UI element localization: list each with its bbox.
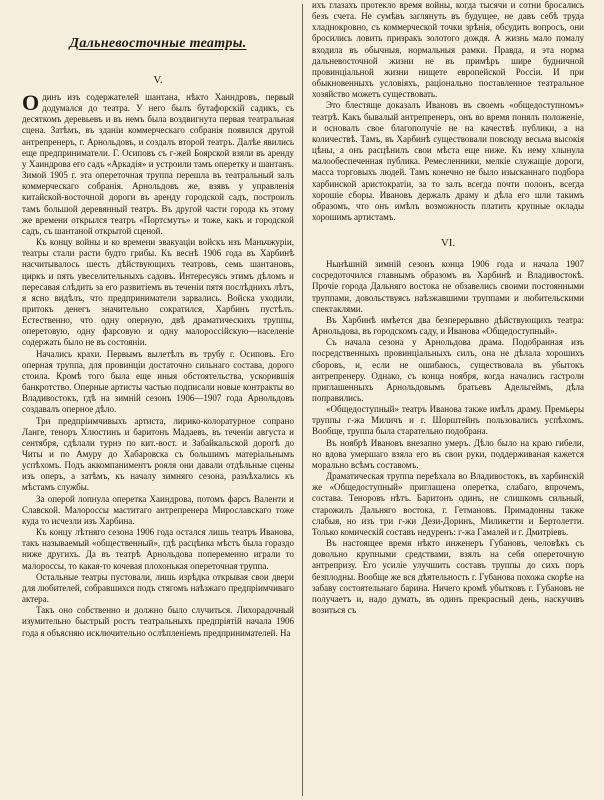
column-divider: [302, 4, 303, 796]
left-paragraph-7: Остальные театры пустовали, лишь изрѣдка открывая свои двери для любителей, собравшихся подъ стягомъ наѣзжаго предпріимчиваго актера.: [22, 571, 294, 605]
right-paragraph-7: Въ ноябрѣ Ивановъ внезапно умеръ. Дѣло было на краю гибели, но вдова умершаго взяла его въ свои руки, поддерживаная кажется морально всѣмъ составомъ.: [312, 437, 584, 470]
section-heading-vi: VI.: [440, 237, 456, 250]
left-paragraph-1: [22, 92, 294, 237]
left-column: [22, 0, 294, 639]
right-column: [312, 0, 584, 616]
right-paragraph-9: Въ настоящее время нѣкто инженеръ Губановъ, человѣкъ съ довольно крупными средствами, взялъ на себя опереточную антрепризу. Его усиліе улучшить составъ труппы до сихъ поръ безплодны. Вообще же вся дѣятельность г. Губанова похожа скорѣе на забаву состоятельнаго барина. Ничего кромѣ убытковъ г. Губановъ не получаетъ и, надо думать, въ одинъ прекрасный день, наскучивъ возиться съ: [312, 538, 584, 615]
left-paragraph-5: За оперой лопнула оперетка Хаиндрова, потомъ фарсъ Валенти и Славской. Малороссы маститаго антрепренера Мирославскаго тоже куда то исчезли изъ Харбина.: [22, 493, 294, 526]
left-paragraph-3: Начались крахи. Первымъ вылетѣлъ въ трубу г. Осиповъ. Его оперная труппа, для провинціи достаточно сильнаго состава, дорого стоила. Кромѣ того была еще иныя обстоятельства, ускорившія банкротство. Оперные артисты частью подписали новые контракты во Владивостокъ, гдѣ на зимній сезонъ 1906—1907 года Арнольдовъ создавалъ оперное дѣло.: [22, 348, 294, 415]
left-paragraph-6: Къ концу лѣтняго сезона 1906 года остался лишь театръ Иванова, такъ называемый «общественный», гдѣ расцѣнка мѣстъ была гораздо ниже другихъ. Да въ театрѣ Арнольдова попеременно играли то малороссы, то какая-то кочевая плохонькая опереточная труппа.: [22, 527, 294, 571]
section-heading-v: V.: [153, 74, 163, 86]
left-paragraph-4: Три предпріимчивыхъ артиста, лирико-колоратурное сопрано Ланге, теноръ Хлюстинъ и баритонъ Мадаевъ, въ теченіи августа и сентября, сдѣлали турнэ по кит.-вост. и Забайкальской дорогѣ до Читы и по Амуру до Хабаровска съ большимъ матеріальнымъ успѣхомъ. Подъ аккомпаниментъ рояля они давали отдѣльные сцены изъ оперъ, а затѣмъ, къ началу зимняго сезона, разъѣхались къ мѣстамъ службы.: [22, 415, 294, 493]
right-paragraph-4: Въ Харбинѣ имѣется два безперерывно дѣйствующихъ театра: Арнольдова, въ городскомъ саду, и Иванова «Общедоступный».: [312, 314, 584, 337]
right-paragraph-1: ихъ глазахъ протекло время войны, когда тысячи и сотни бросались безъ счета. Не сумѣвъ заглянуть въ будущее, не давъ себѣ труда хладнокровно, съ коммерческой точки зрѣнія, обсудить вопросъ, они бросились ловить призракъ золотого дождя. А жизнь мало помалу входила въ обычныя, нормальныя рамки. Правда, и эта норма дальневосточной жизни не въ примѣръ шире будничной провинціальной жизни нищете европейской Россіи. И при обыкновенныхъ условіяхъ, раціонально поставленное театральное хозяйство можетъ существовать.: [312, 0, 584, 100]
drop-cap: О: [22, 90, 40, 115]
right-paragraph-6: «Общедоступный» театръ Иванова также имѣлъ драму. Премьеры труппы г-жа Миличъ и г. Шорштейнъ пользовались успѣхомъ. Вообще, труппа была старательно подобрана.: [312, 404, 584, 437]
article-title: Дальневосточные театры.: [69, 36, 247, 51]
left-paragraph-8: Такъ оно собственно и должно было случиться. Лихорадочный изумительно быстрый ростъ театральныхъ предпріятій начала 1906 года я объясняю исключительно ослѣпленіемъ предпринимателей. На: [22, 605, 294, 638]
right-paragraph-3: Нынѣшній зимній сезонъ конца 1906 года и начала 1907 сосредоточился главнымъ образомъ въ Харбинѣ и Владивостокѣ. Прочіе города Дальняго востока не обзавелись своими постоянными труппами, довольствуясь наѣзжавшими труппами и любительскими спектаклями.: [312, 259, 584, 314]
left-paragraph-2: Къ концу войны и ко времени эвакуаціи войскъ изъ Маньчжуріи, театры стали расти будто грибы. Къ веснѣ 1906 года въ Харбинѣ насчитывалось шесть дѣйствующихъ театровъ, семь шантановъ, циркъ и пять увеселительныхъ садовъ. Интересуясь этимъ дѣломъ и пересавая слѣдить за его развитіемъ въ теченіи пятя послѣднихъ лѣтъ, я ясно видѣлъ, что предприниматели зарвались. Войска уходили, притокъ денегъ значительно сократился, Харбинъ пустѣлъ. Естественно, что одну оперную, двѣ драматическихъ труппы, оперетовую, одну фарсовую и одну малороссійскую—населеніе содержать было не въ состояніи.: [22, 237, 294, 348]
right-paragraph-5: Съ начала сезона у Арнольдова драма. Подобранная изъ посредственныхъ провинціальныхъ силъ, она не дѣлала хорошихъ сборовъ, и, если не ошибаюсь, существовала въ убытокъ антрепренеру. Однако, съ конца ноября, когда начались гастроли приглашенныхъ Арнольдовымъ братьевъ Адельгеймъ, дѣла поправились.: [312, 337, 584, 403]
right-paragraph-8: Драматическая труппа переѣхала во Владивостокъ, въ харбинскій же «Общедоступный» приглашена оперетка, слабаго, впрочемъ, состава. Теноровъ нѣтъ. Баритонъ одинъ, не слишкомъ сильный, старожилъ Дальняго востока, г. Гетмановъ. Примадонны также слабыя, но изъ три г-жи Дези-Доринъ, Миликетти и Бертолетти. Только комическій составъ недуренъ: г-жа Гамалей и г. Дмитріевъ.: [312, 471, 584, 537]
right-paragraph-2: Это блестяще доказалъ Ивановъ въ своемъ «общедоступномъ» театрѣ. Какъ бывалый антрепренеръ, онъ во время понялъ положеніе, и основалъ свое благополучіе не на качествѣ публики, а на количествѣ. Тамъ, въ Харбинѣ существовали повсюду весьма высокія цѣны, а онъ расцѣнилъ свои мѣста еще ниже. Къ нему хлынула малообеспеченная публика. Ремесленники, мелкіе служащіе дороги, масса торговыхъ людей. Тамъ конечно не было изысканнаго подбора харбинской аристократіи, за то залъ всегда почти полонъ, всегда хорошіе сборы. Ивановъ держалъ драму и дѣла его шли такимъ образомъ, что онъ имѣлъ возможность платить крупные оклады хорошимъ артистамъ.: [312, 100, 584, 222]
left-paragraph-1-text: динъ изъ содержателей шантана, нѣкто Ханндровъ, первый додумался до театра. У него былъ бутафорскій садикъ, съ десяткомъ деревьевъ и въ немъ была воздвигнута первая театральная сцена. Затѣмъ, въ зданіи коммерческаго собранія появился другой антрепренеръ, г. Арнольдовъ, и создалъ второй театръ. Далѣе явились еще предприниматели. Г. Осиповъ съ г-жей Боярской взяли въ аренду у Хаиндрова его садъ «Аркадія» и устроили тамъ оперетку и шантанъ. Зимой 1905 г. эта опереточная труппа перешла въ театральный залъ коммерческаго собранія. Арнольдовъ же, взявъ у управленія китайской-восточной дороги въ аренду городской садъ, построилъ тамъ большой деревянный театръ. Въ другой части города къ этому же времени открылся театръ «Портсмутъ» и тоже, какъ и городской садъ, съ шантаной открытой сценой.: [22, 92, 294, 236]
